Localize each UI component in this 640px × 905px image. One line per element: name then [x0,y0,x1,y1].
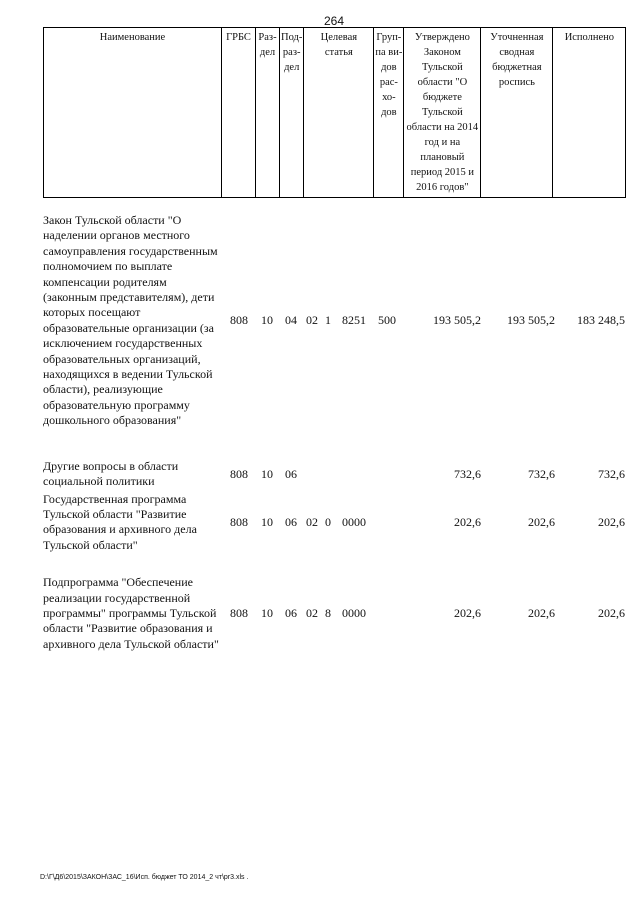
cell-podrazdel: 06 [285,466,297,481]
page-number: 264 [323,14,345,28]
table-row [43,213,625,429]
cell-target-program: 02 [306,514,318,529]
cell-grbs: 808 [230,466,248,481]
cell-grbs: 808 [230,313,248,328]
cell-target-subprogram: 1 [325,313,331,328]
cell-refined: 202,6 [528,606,555,621]
cell-approved: 732,6 [454,466,481,481]
table-body [43,213,625,676]
cell-podrazdel: 06 [285,606,297,621]
column-header-name: Наименование [44,28,222,198]
cell-refined: 202,6 [528,514,555,529]
table-row [43,492,625,554]
cell-vid: 500 [378,313,396,328]
column-header-vid: Груп-па ви-дов рас-хо-дов [374,28,404,198]
footer-file-path: D:\Г\Д6\2015\ЗАКОН\ЗАС_16\Исп. бюджет ТО 2014_2 чт\pr3.xls . [40,874,249,881]
cell-executed: 183 248,5 [577,313,625,328]
cell-target-subprogram: 0 [325,514,331,529]
cell-razdel: 10 [261,606,273,621]
cell-razdel: 10 [261,466,273,481]
row-name: Подпрограмма "Обеспечение реализации государственной программы" программы Тульской области "Развитие образования и архивного дела Тульской области" [43,575,219,651]
cell-target-program: 02 [306,606,318,621]
cell-executed: 732,6 [598,466,625,481]
cell-target-code: 0000 [342,606,366,621]
column-header-refined: Уточненная сводная бюджетная роспись [481,28,553,198]
row-name: Другие вопросы в области социальной политики [43,458,179,489]
cell-target-program: 02 [306,313,318,328]
cell-grbs: 808 [230,514,248,529]
cell-grbs: 808 [230,606,248,621]
table-header [43,27,626,198]
cell-razdel: 10 [261,514,273,529]
cell-podrazdel: 04 [285,313,297,328]
cell-refined: 193 505,2 [507,313,555,328]
cell-executed: 202,6 [598,514,625,529]
cell-approved: 202,6 [454,606,481,621]
row-name: Закон Тульской области "О наделении органов местного самоуправления государственным полномочием по выплате компенсации родителям (законным представителям), дети которых посещают образовательные организации (за исключением государственных образовательных организаций, находящихся в ведении Тульской области), реализующие образовательную программу дошкольного образования" [43,213,218,428]
cell-target-subprogram: 8 [325,606,331,621]
column-header-approved: Утверждено Законом Тульской области "О бюджете Тульской области на 2014 год и на плановый период 2015 и 2016 годов" [404,28,481,198]
column-header-grbs: ГРБС [222,28,256,198]
column-header-executed: Исполнено [553,28,626,198]
column-header-podrazdel: Под-раз-дел [280,28,304,198]
cell-refined: 732,6 [528,466,555,481]
row-name: Государственная программа Тульской области "Развитие образования и архивного дела Тульской области" [43,491,197,552]
cell-podrazdel: 06 [285,514,297,529]
cell-executed: 202,6 [598,606,625,621]
table-row [43,575,625,652]
column-header-target: Целевая статья [304,28,374,198]
cell-target-code: 0000 [342,514,366,529]
cell-razdel: 10 [261,313,273,328]
cell-target-code: 8251 [342,313,366,328]
column-header-razdel: Раз-дел [256,28,280,198]
cell-approved: 202,6 [454,514,481,529]
cell-approved: 193 505,2 [433,313,481,328]
table-row [43,459,625,490]
